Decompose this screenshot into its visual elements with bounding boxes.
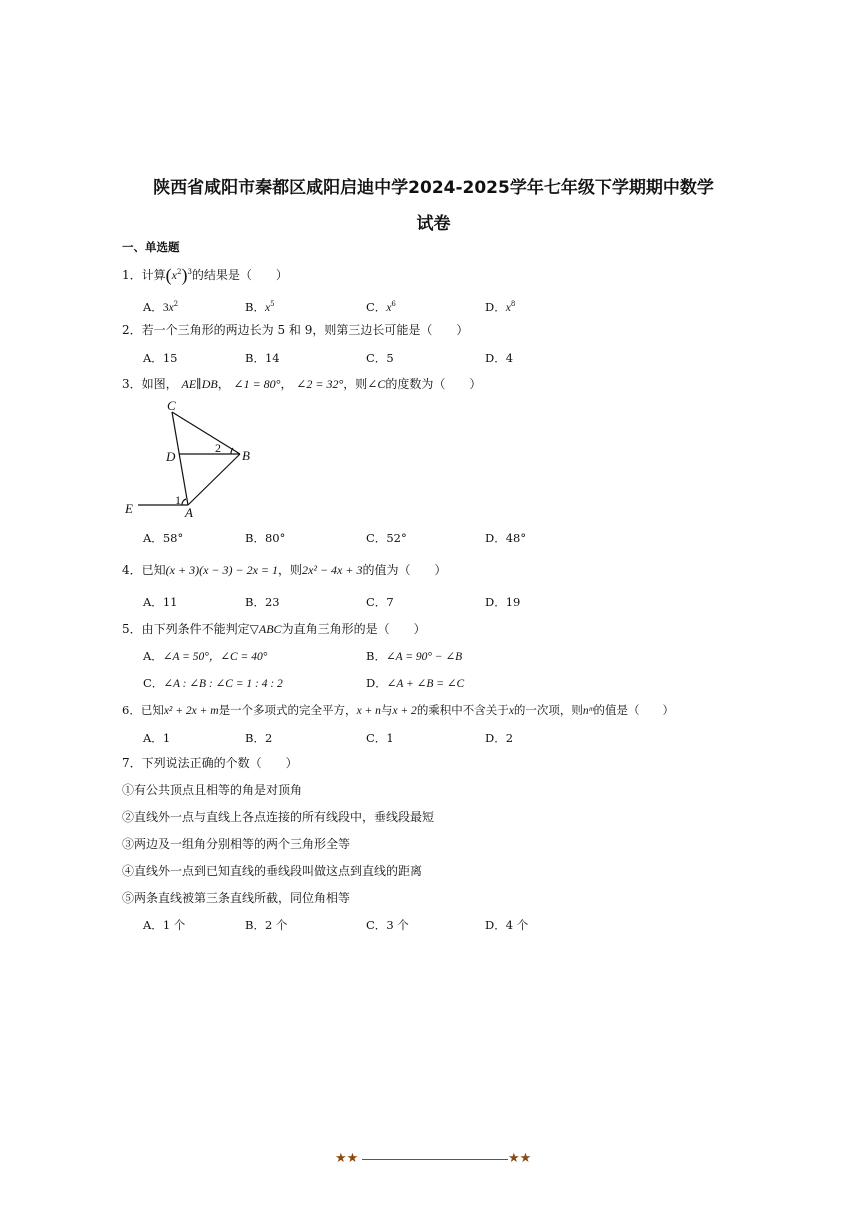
question-5: 5．由下列条件不能判定▽ABC为直角三角形的是（ ） — [122, 622, 426, 636]
q5-option-d[interactable]: D．∠A + ∠B = ∠C — [366, 676, 465, 690]
q2-option-c[interactable]: C．5 — [366, 351, 394, 365]
q4-equation: (x + 3)(x − 3) − 2x = 1 — [165, 563, 279, 577]
segment-cb — [172, 412, 240, 454]
q6-polynomial: x² + 2x + m — [163, 705, 219, 717]
q7-statement-2: ②直线外一点与直线上各点连接的所有线段中，垂线段最短 — [122, 810, 435, 824]
label-angle-1: 1 — [175, 493, 181, 507]
question-1: 1．计算$(x^2)^3$的结果是（ ） — [122, 265, 288, 285]
question-3: 3．如图， AE∥DB， ∠1 = 80°， ∠2 = 32°，则∠C的度数为（ ） — [122, 377, 482, 391]
q6-option-d[interactable]: D．2 — [485, 731, 514, 745]
q3-option-a[interactable]: A．58° — [143, 531, 184, 545]
label-d: D — [166, 449, 176, 464]
q3-option-b[interactable]: B．80° — [245, 531, 286, 545]
label-b: B — [242, 448, 250, 463]
q1-suffix: 的结果是（ ） — [191, 268, 288, 282]
q7-option-a[interactable]: A．1 个 — [143, 918, 186, 932]
question-2: 2．若一个三角形的两边长为 5 和 9，则第三边长可能是（ ） — [122, 323, 469, 337]
q1-outer-exp: 3 — [187, 268, 192, 276]
q7-statement-4: ④直线外一点到已知直线的垂线段叫做这点到直线的距离 — [122, 864, 423, 878]
footer-stars-left: ★★ — [335, 1151, 359, 1166]
q3-option-d[interactable]: D．48° — [485, 531, 527, 545]
document-title-line1: 陕西省咸阳市秦都区咸阳启迪中学2024-2025学年七年级下学期期中数学 — [153, 178, 714, 198]
q1-option-c[interactable]: C．$x^6$ — [366, 300, 396, 314]
q7-option-b[interactable]: B．2 个 — [245, 918, 288, 932]
q1-inner-exp: 2 — [176, 268, 182, 276]
q5-triangle: ▽ABC — [249, 622, 282, 636]
question-6: 6．已知x² + 2x + m是一个多项式的完全平方，x + n与x + 2的乘积中不含关于x的一次项，则nᵐ的值是（ ） — [122, 703, 674, 717]
section-heading: 一、单选题 — [122, 240, 180, 254]
q3-asked-angle: ∠C — [367, 377, 386, 391]
q1-option-d[interactable]: D．$x^8$ — [485, 300, 516, 314]
q7-option-c[interactable]: C．3 个 — [366, 918, 409, 932]
label-a: A — [185, 505, 193, 520]
q5-option-a[interactable]: A．∠A = 50°，∠C = 40° — [143, 649, 268, 663]
q1-prefix: 计算 — [141, 268, 166, 282]
label-angle-2: 2 — [215, 441, 221, 455]
question-4: 4．已知(x + 3)(x − 3) − 2x = 1，则2x² − 4x + 3的值为（ ） — [122, 563, 447, 577]
q6-option-c[interactable]: C．1 — [366, 731, 394, 745]
footer-rule — [362, 1159, 508, 1160]
q4-option-a[interactable]: A．11 — [143, 595, 178, 609]
label-c: C — [167, 398, 176, 413]
q3-condition-2: ∠1 = 80° — [233, 377, 281, 391]
q1-number: 1． — [122, 268, 142, 282]
q1-option-b[interactable]: B．$x^5$ — [245, 300, 275, 314]
q7-statement-3: ③两边及一组角分别相等的两个三角形全等 — [122, 837, 351, 851]
document-title-line2: 试卷 — [416, 214, 451, 234]
q4-option-b[interactable]: B．23 — [245, 595, 280, 609]
q4-option-d[interactable]: D．19 — [485, 595, 521, 609]
q7-option-d[interactable]: D．4 个 — [485, 918, 529, 932]
q3-condition-3: ∠2 = 32° — [296, 377, 344, 391]
footer-stars-right: ★★ — [508, 1151, 532, 1166]
q3-condition-1: AE∥DB — [181, 377, 218, 391]
q7-statement-1: ①有公共顶点且相等的角是对顶角 — [122, 783, 303, 797]
q5-option-c[interactable]: C．∠A : ∠B : ∠C = 1 : 4 : 2 — [143, 676, 283, 690]
q6-asked-value: nᵐ — [582, 705, 594, 717]
q4-option-c[interactable]: C．7 — [366, 595, 394, 609]
q1-option-a[interactable]: A．$3x^2$ — [143, 300, 179, 314]
q2-option-b[interactable]: B．14 — [245, 351, 280, 365]
q7-statement-5: ⑤两条直线被第三条直线所截，同位角相等 — [122, 891, 351, 905]
q6-option-b[interactable]: B．2 — [245, 731, 273, 745]
q4-expression: 2x² − 4x + 3 — [302, 563, 363, 577]
segment-ba — [188, 454, 240, 505]
q3-geometry-figure — [118, 398, 268, 523]
q1-base: x — [171, 268, 177, 282]
label-e: E — [125, 501, 133, 516]
q2-option-d[interactable]: D．4 — [485, 351, 514, 365]
q6-option-a[interactable]: A．1 — [143, 731, 171, 745]
question-7: 7．下列说法正确的个数（ ） — [122, 756, 298, 770]
q3-option-c[interactable]: C．52° — [366, 531, 407, 545]
q5-option-b[interactable]: B．∠A = 90° − ∠B — [366, 649, 463, 663]
q2-option-a[interactable]: A．15 — [143, 351, 178, 365]
